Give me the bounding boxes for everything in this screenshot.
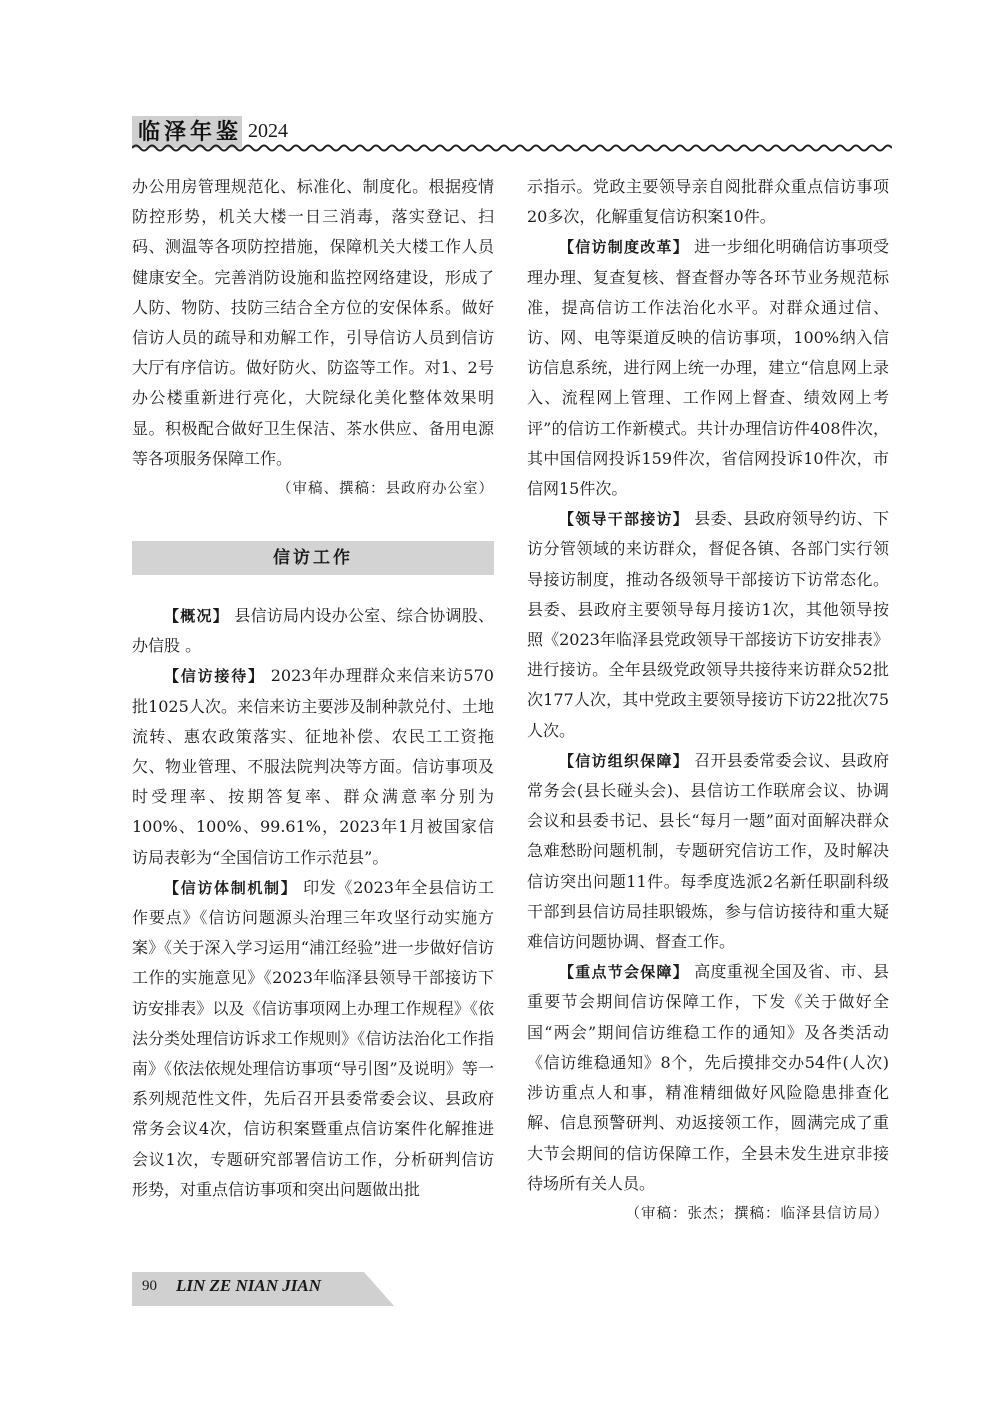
reform-paragraph [527,232,889,504]
org-tag: 【信访组织保障】 [559,751,689,770]
overview-paragraph [132,601,494,661]
mechanism-tag: 【信访体制机制】 [164,878,298,897]
footer-title: LIN ZE NIAN JIAN [176,1276,321,1295]
yearbook-brand: 临泽年鉴 [132,116,242,148]
reform-tag: 【信访制度改革】 [559,238,689,257]
reception-text: 2023年办理群众来信来访570批1025人次。来信来访主要涉及制种款兑付、土地流转、惠农政策落实、征地补偿、农民工工资拖欠、物业管理、不服法院判决等方面。信访事项及时受理率、按期答复率、群众满意率分别为100%、100%、99.61%，2023年1月被国家信访局表彰为“全国信访工作示范县”。 [132,666,494,867]
overview-text: 县信访局内设办公室、综合协调股、办信股 。 [132,606,494,656]
right-credit: （审稿：张杰；撰稿：临泽县信访局） [625,1205,889,1222]
mechanism-paragraph [132,873,494,1205]
leaders-tag: 【领导干部接访】 [559,510,689,529]
festival-text: 高度重视全国及省、市、县重要节会期间信访保障工作，下发《关于做好全国“两会”期间信访维稳工作的通知》及各类活动《信访维稳通知》8个，先后摸排交办54件(人次)涉访重点人和事，精准精细做好风险隐患排查化解、信息预警研判、劝返接领工作，圆满完成了重大节会期间的信访保障工作，全县未发生进京非接待场所有关人员。 [527,962,889,1193]
page-header [132,112,892,152]
leaders-paragraph [527,504,889,746]
page-number: 90 [142,1278,157,1294]
reception-paragraph [132,661,494,872]
yearbook-year: 2024 [248,120,288,142]
intro-paragraph: 办公用房管理规范化、标准化、制度化。根据疫情防控形势，机关大楼一日三消毒，落实登记、扫码、测温等各项防控措施，保障机关大楼工作人员健康安全。完善消防设施和监控网络建设，形成了人防、物防、技防三结合全方位的安保体系。做好信访人员的疏导和劝解工作，引导信访人员到信访大厅有序信访。做好防火、防盗等工作。对1、2号办公楼重新进行亮化，大院绿化美化整体效果明显。积极配合做好卫生保洁、茶水供应、备用电源等各项服务保障工作。 [132,177,494,468]
reform-text: 进一步细化明确信访事项受理办理、复查复核、督查督办等各环节业务规范标准，提高信访工作法治化水平。对群众通过信、访、网、电等渠道反映的信访事项，100%纳入信访信息系统，进行网上统一办理，建立“信息网上录入、流程网上管理、工作网上督查、绩效网上考评”的信访工作新模式。共计办理信访件408件次，其中国信网投诉159件次，省信网投诉10件次，市信网15件次。 [527,237,889,499]
left-credit: （审稿、撰稿：县政府办公室） [277,481,494,498]
festival-tag: 【重点节会保障】 [559,963,689,982]
left-column-section [132,601,494,1205]
org-text: 召开县委常委会议、县政府常务会(县长碰头会)、县信访工作联席会议、协调会议和县委书记、县长“每月一题”面对面解决群众急难愁盼问题机制，专题研究信访工作，及时解决信访突出问题11件。每季度选派2名新任职副科级干部到县信访局挂职锻炼，参与信访接待和重大疑难信访问题协调、督查工作。 [527,750,889,952]
continuation-paragraph: 示指示。党政主要领导亲自阅批群众重点信访事项20多次，化解重复信访积案10件。 [527,177,889,227]
right-column [527,172,889,1229]
section-title: 信访工作 [132,541,494,575]
mechanism-text: 印发《2023年全县信访工作要点》《信访问题源头治理三年攻坚行动实施方案》《关于深入学习运用“浦江经验”进一步做好信访工作的实施意见》《2023年临泽县领导干部接访下访安排表》以及《信访事项网上办理工作规程》《依法分类处理信访诉求工作规则》《信访法治化工作指南》《依法依规处理信访事项“导引图”及说明》等一系列规范性文件，先后召开县委常委会议、县政府常务会议4次，信访积案暨重点信访案件化解推进会议1次，专题研究部署信访工作，分析研判信访形势，对重点信访事项和突出问题做出批 [132,877,494,1199]
left-column [132,172,494,504]
leaders-text: 县委、县政府领导约访、下访分管领域的来访群众，督促各镇、各部门实行领导接访制度，推动各级领导干部接访下访常态化。县委、县政府主要领导每月接访1次，其他领导按照《2023年临泽县党政领导干部接访下访安排表》进行接访。全年县级党政领导共接待来访群众52批次177人次，其中党政主要领导接访下访22批次75人次。 [527,509,889,740]
org-paragraph [527,746,889,957]
overview-tag: 【概况】 [164,607,229,625]
reception-tag: 【信访接待】 [164,667,265,686]
header-wave-rule [132,142,892,154]
festival-paragraph [527,957,889,1199]
